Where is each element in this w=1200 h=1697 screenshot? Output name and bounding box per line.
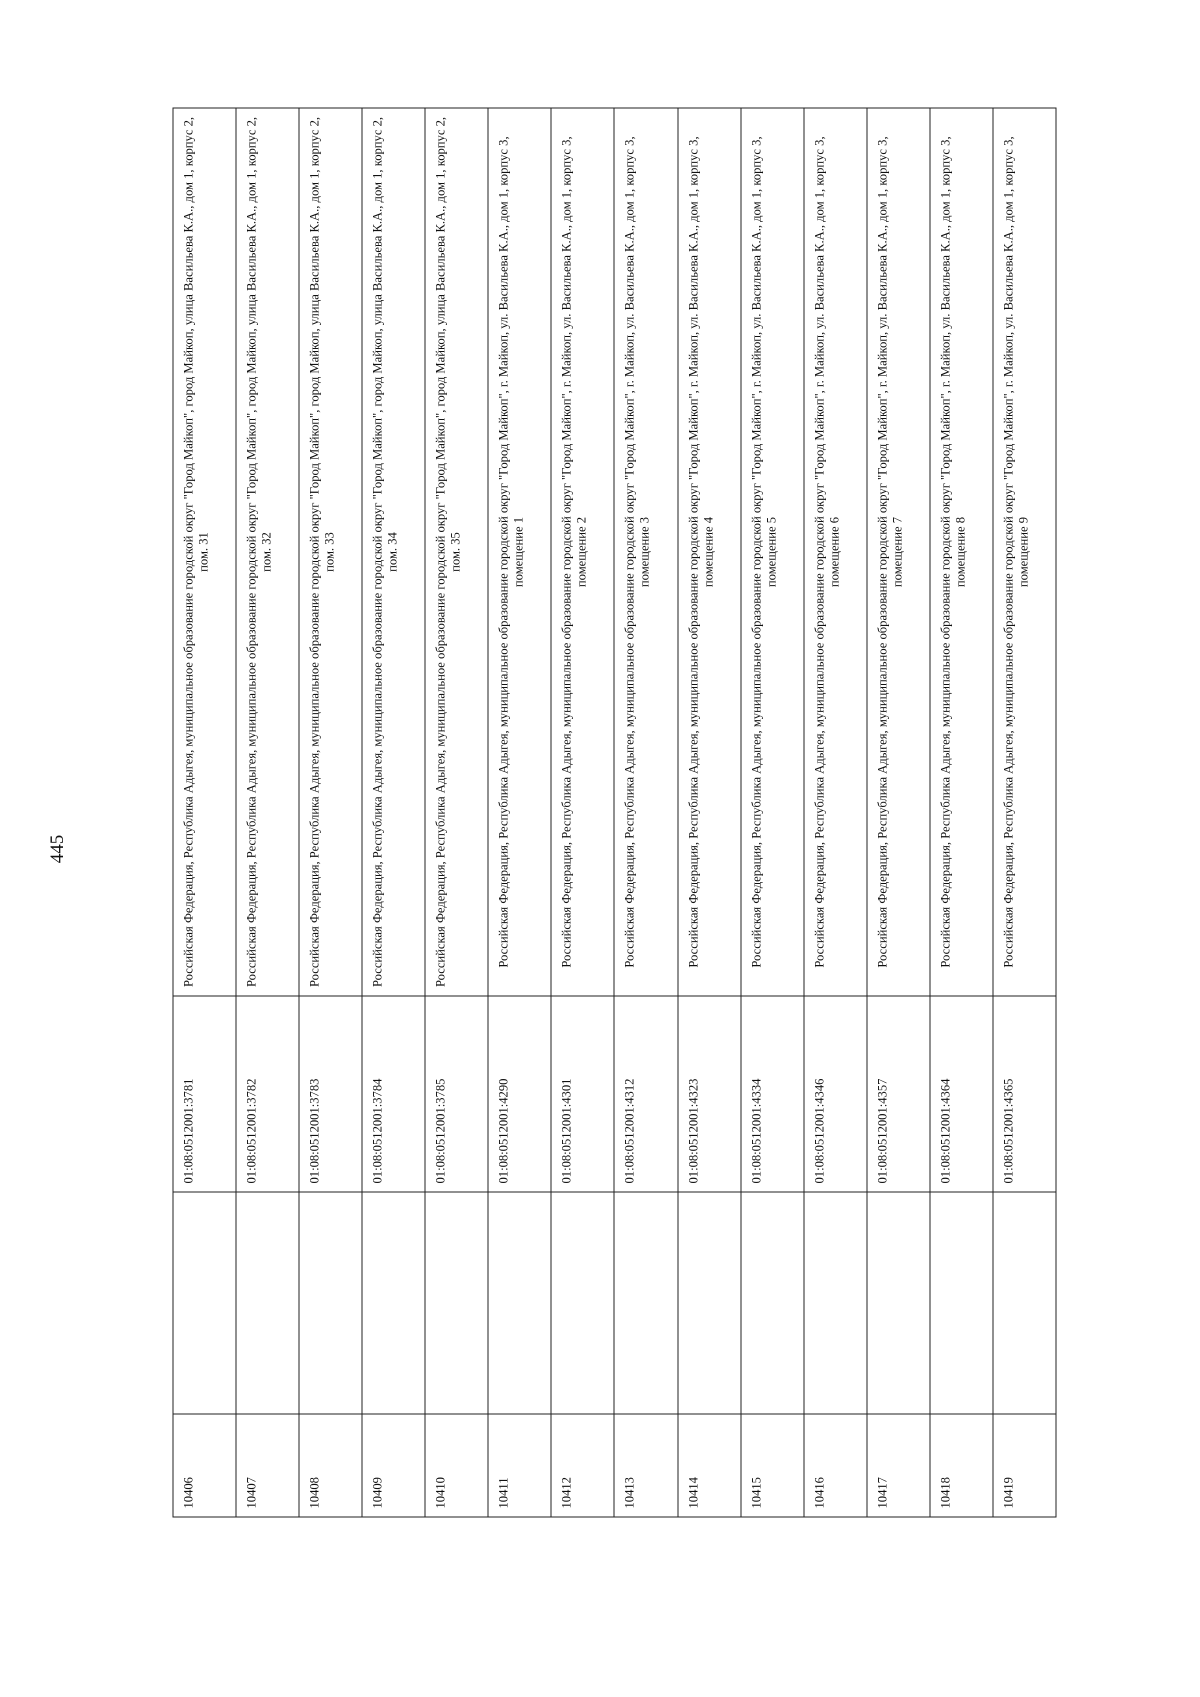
row-number-cell: 10414	[677, 1414, 740, 1517]
registry-table-wrapper	[172, 116, 1056, 1518]
table-row	[299, 108, 362, 1517]
row-number-cell: 10410	[425, 1414, 488, 1517]
table-row	[425, 108, 488, 1517]
cadastral-number-cell: 01:08:0512001:4312	[614, 996, 677, 1192]
table-row	[551, 108, 614, 1517]
table-row	[992, 108, 1055, 1517]
row-number-cell: 10418	[929, 1414, 992, 1517]
row-number-cell: 10412	[551, 1414, 614, 1517]
address-text: Российская Федерация, Республика Адыгея, муниципальное образование городской округ "Город Майкоп", г. Майкоп, ул. Васильева К.А., дом 1, корпус 3, помещение 6	[811, 136, 841, 968]
address-cell	[362, 108, 425, 996]
empty-cell	[677, 1192, 740, 1414]
empty-cell	[362, 1192, 425, 1414]
table-row	[740, 108, 803, 1517]
address-cell	[488, 108, 551, 996]
empty-cell	[488, 1192, 551, 1414]
address-cell	[740, 108, 803, 996]
empty-cell	[614, 1192, 677, 1414]
address-cell	[299, 108, 362, 996]
table-row	[362, 108, 425, 1517]
empty-cell	[173, 1192, 236, 1414]
address-text: Российская Федерация, Республика Адыгея, муниципальное образование городской округ "Город Майкоп", г. Майкоп, ул. Васильева К.А., дом 1, корпус 3, помещение 7	[874, 136, 904, 968]
address-cell	[173, 108, 236, 996]
address-text: Российская Федерация, Республика Адыгея, муниципальное образование городской округ "Город Майкоп", г. Майкоп, ул. Васильева К.А., дом 1, корпус 3, помещение 4	[685, 136, 715, 968]
address-text: Российская Федерация, Республика Адыгея, муниципальное образование городской округ "Город Майкоп", г. Майкоп, ул. Васильева К.А., дом 1, корпус 3, помещение 8	[937, 136, 967, 968]
cadastral-number-cell: 01:08:0512001:3783	[299, 996, 362, 1192]
address-cell	[929, 108, 992, 996]
row-number-cell: 10407	[236, 1414, 299, 1517]
table-row	[488, 108, 551, 1517]
address-cell	[803, 108, 866, 996]
empty-cell	[299, 1192, 362, 1414]
cadastral-number-cell: 01:08:0512001:3785	[425, 996, 488, 1192]
empty-cell	[551, 1192, 614, 1414]
row-number-cell: 10415	[740, 1414, 803, 1517]
cadastral-number-cell: 01:08:0512001:4365	[992, 996, 1055, 1192]
row-number-cell: 10411	[488, 1414, 551, 1517]
cadastral-number-cell: 01:08:0512001:4364	[929, 996, 992, 1192]
empty-cell	[992, 1192, 1055, 1414]
row-number-cell: 10406	[173, 1414, 236, 1517]
address-text: Российская Федерация, Республика Адыгея, муниципальное образование городской округ "Город Майкоп", город Майкоп, улица Васильева К.А., дом 1, корпус 2, пом. 35	[433, 116, 463, 988]
address-text: Российская Федерация, Республика Адыгея, муниципальное образование городской округ "Город Майкоп", г. Майкоп, ул. Васильева К.А., дом 1, корпус 3, помещение 5	[748, 136, 778, 968]
table-row	[866, 108, 929, 1517]
cadastral-number-cell: 01:08:0512001:4357	[866, 996, 929, 1192]
address-cell	[425, 108, 488, 996]
cadastral-number-cell: 01:08:0512001:3781	[173, 996, 236, 1192]
cadastral-number-cell: 01:08:0512001:4346	[803, 996, 866, 1192]
table-row	[614, 108, 677, 1517]
cadastral-number-cell: 01:08:0512001:4334	[740, 996, 803, 1192]
table-row	[677, 108, 740, 1517]
table-row	[929, 108, 992, 1517]
empty-cell	[803, 1192, 866, 1414]
row-number-cell: 10409	[362, 1414, 425, 1517]
address-text: Российская Федерация, Республика Адыгея, муниципальное образование городской округ "Город Майкоп", г. Майкоп, ул. Васильева К.А., дом 1, корпус 3, помещение 9	[1000, 136, 1030, 968]
row-number-cell: 10417	[866, 1414, 929, 1517]
table-row	[173, 108, 236, 1517]
registry-table-body	[173, 108, 1056, 1517]
row-number-cell: 10408	[299, 1414, 362, 1517]
page-number: 445	[47, 834, 68, 864]
row-number-cell: 10416	[803, 1414, 866, 1517]
empty-cell	[236, 1192, 299, 1414]
address-cell	[614, 108, 677, 996]
address-text: Российская Федерация, Республика Адыгея, муниципальное образование городской округ "Город Майкоп", г. Майкоп, ул. Васильева К.А., дом 1, корпус 3, помещение 1	[496, 136, 526, 968]
cadastral-number-cell: 01:08:0512001:4290	[488, 996, 551, 1192]
empty-cell	[866, 1192, 929, 1414]
cadastral-number-cell: 01:08:0512001:4323	[677, 996, 740, 1192]
empty-cell	[929, 1192, 992, 1414]
address-text: Российская Федерация, Республика Адыгея, муниципальное образование городской округ "Город Майкоп", г. Майкоп, ул. Васильева К.А., дом 1, корпус 3, помещение 2	[559, 136, 589, 968]
table-row	[236, 108, 299, 1517]
address-cell	[992, 108, 1055, 996]
address-text: Российская Федерация, Республика Адыгея, муниципальное образование городской округ "Город Майкоп", город Майкоп, улица Васильева К.А., дом 1, корпус 2, пом. 34	[370, 116, 400, 988]
cadastral-number-cell: 01:08:0512001:3784	[362, 996, 425, 1192]
address-cell	[677, 108, 740, 996]
address-cell	[551, 108, 614, 996]
cadastral-number-cell: 01:08:0512001:3782	[236, 996, 299, 1192]
address-text: Российская Федерация, Республика Адыгея, муниципальное образование городской округ "Город Майкоп", г. Майкоп, ул. Васильева К.А., дом 1, корпус 3, помещение 3	[622, 136, 652, 968]
row-number-cell: 10413	[614, 1414, 677, 1517]
row-number-cell: 10419	[992, 1414, 1055, 1517]
address-text: Российская Федерация, Республика Адыгея, муниципальное образование городской округ "Город Майкоп", город Майкоп, улица Васильева К.А., дом 1, корпус 2, пом. 33	[307, 116, 337, 988]
cadastral-number-cell: 01:08:0512001:4301	[551, 996, 614, 1192]
registry-table	[172, 108, 1056, 1518]
address-cell	[236, 108, 299, 996]
table-row	[803, 108, 866, 1517]
empty-cell	[425, 1192, 488, 1414]
address-text: Российская Федерация, Республика Адыгея, муниципальное образование городской округ "Город Майкоп", город Майкоп, улица Васильева К.А., дом 1, корпус 2, пом. 32	[244, 116, 274, 988]
empty-cell	[740, 1192, 803, 1414]
address-text: Российская Федерация, Республика Адыгея, муниципальное образование городской округ "Город Майкоп", город Майкоп, улица Васильева К.А., дом 1, корпус 2, пом. 31	[181, 116, 210, 988]
address-cell	[866, 108, 929, 996]
